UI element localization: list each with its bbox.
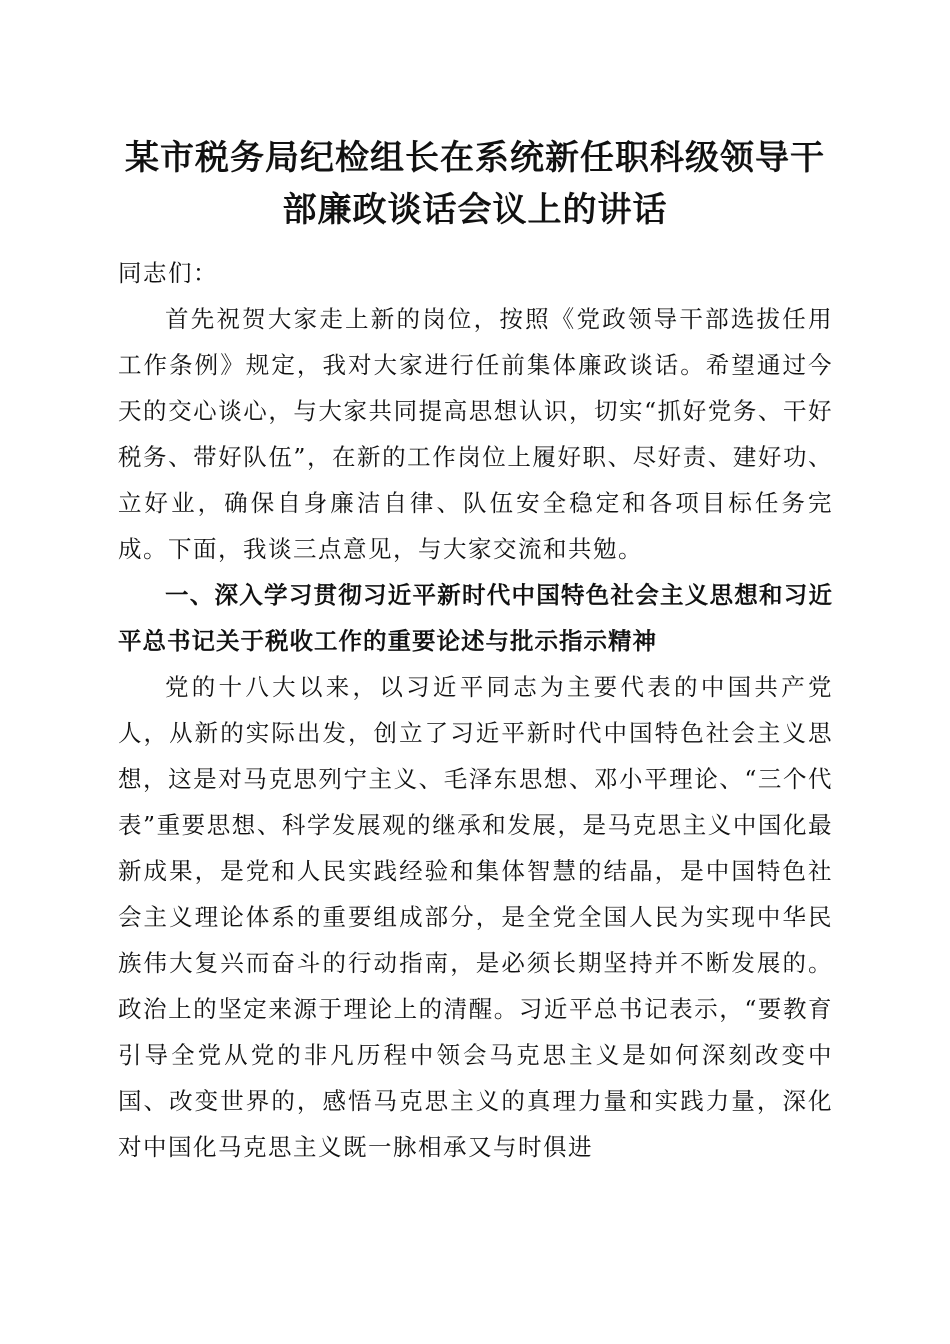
intro-paragraph: 首先祝贺大家走上新的岗位，按照《党政领导干部选拔任用工作条例》规定，我对大家进行任前集体廉政谈话。希望通过今天的交心谈心，与大家共同提高思想认识，切实“抓好党务、干好税务、带好队伍”，在新的工作岗位上履好职、尽好责、建好功、立好业，确保自身廉洁自律、队伍安全稳定和各项目标任务完成。下面，我谈三点意见，与大家交流和共勉。 bbox=[118, 305, 833, 563]
document-title bbox=[100, 132, 850, 236]
greeting: 同志们： bbox=[118, 259, 218, 287]
title-line-2: 部廉政谈话会议上的讲话 bbox=[282, 190, 668, 230]
section-1-heading: 一、深入学习贯彻习近平新时代中国特色社会主义思想和习近平总书记关于税收工作的重要论述与批示指示精神 bbox=[118, 581, 833, 655]
section-1-paragraph: 党的十八大以来，以习近平同志为主要代表的中国共产党人，从新的实际出发，创立了习近平新时代中国特色社会主义思想，这是对马克思列宁主义、毛泽东思想、邓小平理论、“三个代表”重要思想、科学发展观的继承和发展，是马克思主义中国化最新成果，是党和人民实践经验和集体智慧的结晶，是中国特色社会主义理论体系的重要组成部分，是全党全国人民为实现中华民族伟大复兴而奋斗的行动指南，是必须长期坚持并不断发展的。政治上的坚定来源于理论上的清醒。习近平总书记表示，“要教育引导全党从党的非凡历程中领会马克思主义是如何深刻改变中国、改变世界的，感悟马克思主义的真理力量和实践力量，深化对中国化马克思主义既一脉相承又与时俱进 bbox=[118, 673, 833, 1161]
title-line-1: 某市税务局纪检组长在系统新任职科级领导干 bbox=[125, 138, 825, 178]
document-body bbox=[118, 250, 833, 1170]
